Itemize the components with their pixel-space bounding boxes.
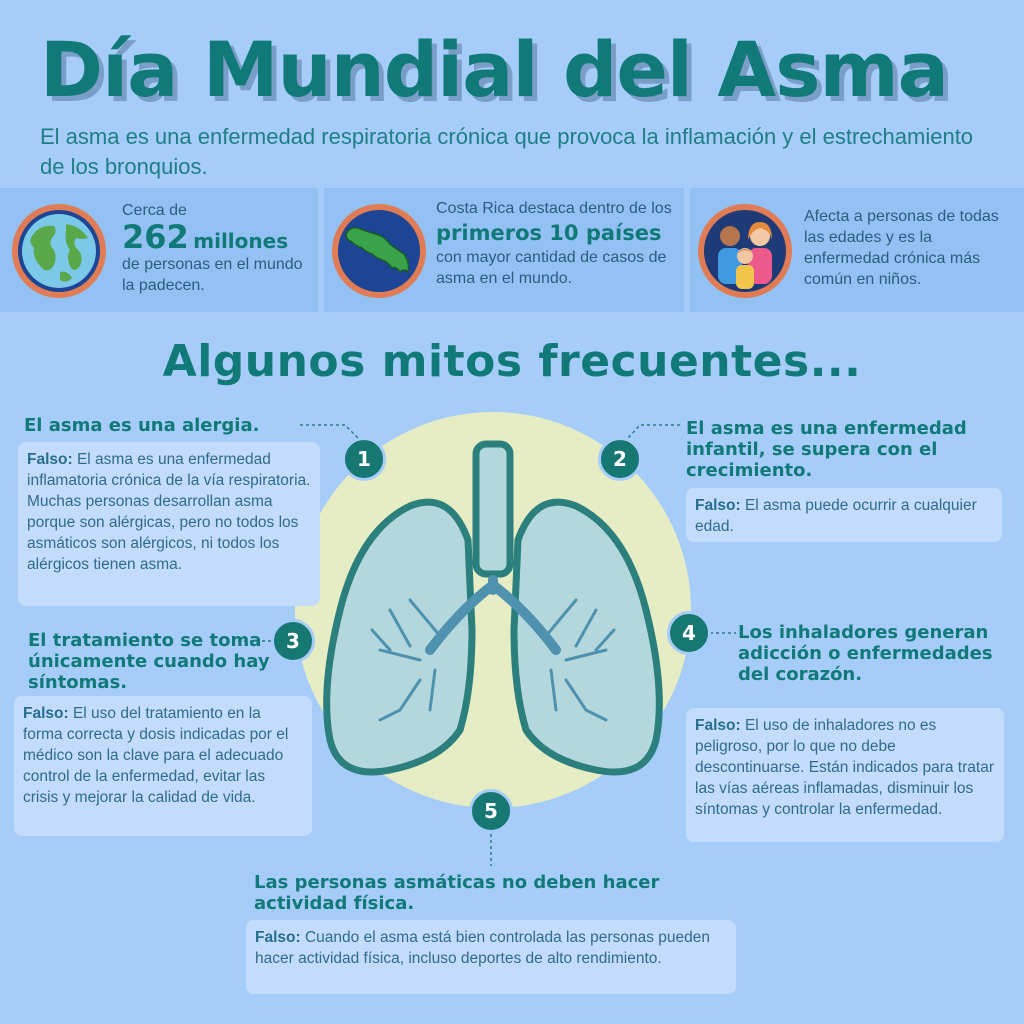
- costa-rica-map-icon: [332, 204, 426, 298]
- myth-1-answer: El asma es una enfermedad inflamatoria crónica de la vía respiratoria. Muchas personas desarrollan asma porque son alérgicas, pero no todos los asmáticos son alérgicos, ni todos los alérgicos tienen asma.: [27, 451, 311, 573]
- stat-card-world: [0, 188, 318, 312]
- stat-post-text: de personas en el mundo la padecen.: [122, 256, 303, 294]
- myth-3-title: El tratamiento se toma únicamente cuando hay síntomas.: [28, 630, 270, 693]
- myth-2-answer: El asma puede ocurrir a cualquier edad.: [695, 497, 977, 535]
- stat-pre-text: Cerca de: [122, 202, 187, 219]
- stats-band: [0, 188, 1024, 312]
- myth-1-answer-box: [18, 442, 320, 606]
- myths-title: Algunos mitos frecuentes...: [162, 336, 862, 387]
- stat-highlight-unit: millones: [193, 229, 289, 253]
- intro-text: El asma es una enfermedad respiratoria crónica que provoca la inflamación y el estrechamiento de los bronquios.: [40, 124, 974, 179]
- page-title: Día Mundial del Asma: [40, 25, 948, 114]
- myth-3-answer: El uso del tratamiento en la forma correcta y dosis indicadas por el médico son la clave para el adecuado control de la enfermedad, evitar las crisis y mejorar la calidad de vida.: [23, 705, 289, 806]
- false-label: Falso:: [695, 497, 741, 514]
- myth-4-number: 4: [667, 611, 711, 655]
- myth-1-title: El asma es una alergia.: [24, 415, 260, 436]
- myth-5-answer: Cuando el asma está bien controlada las personas pueden hacer actividad física, incluso deportes de alto rendimiento.: [255, 929, 710, 967]
- myth-4-answer-box: [686, 708, 1004, 842]
- myth-2-answer-box: [686, 488, 1002, 542]
- earth-icon: [12, 204, 106, 298]
- stat-highlight-number: 262: [122, 218, 189, 256]
- myth-5-number: 5: [469, 789, 513, 833]
- myth-4-answer: El uso de inhaladores no es peligroso, por lo que no debe descontinuarse. Están indicados para tratar las vías aéreas inflamadas, disminuir los síntomas y controlar la enfermedad.: [695, 717, 994, 818]
- false-label: Falso:: [255, 929, 301, 946]
- myth-2-title: El asma es una enfermedad infantil, se supera con el crecimiento.: [686, 418, 967, 481]
- false-label: Falso:: [27, 451, 73, 468]
- myth-3-number: 3: [271, 619, 315, 663]
- myth-5-answer-box: [246, 920, 736, 994]
- myth-5-title: Las personas asmáticas no deben hacer actividad física.: [254, 872, 660, 914]
- false-label: Falso:: [23, 705, 69, 722]
- myth-4-title: Los inhaladores generan adicción o enfermedades del corazón.: [738, 622, 993, 685]
- stat-text: Afecta a personas de todas las edades y es la enfermedad crónica más común en niños.: [804, 208, 999, 288]
- myth-3-answer-box: [14, 696, 312, 836]
- false-label: Falso:: [695, 717, 741, 734]
- stat-highlight: primeros 10 países: [436, 221, 662, 245]
- stat-card-costa-rica: [324, 188, 684, 312]
- myth-2-number: 2: [598, 437, 642, 481]
- stat-post-text: con mayor cantidad de casos de asma en el mundo.: [436, 249, 667, 287]
- family-icon: [698, 204, 792, 298]
- stat-card-ages: [690, 188, 1024, 312]
- myth-1-number: 1: [342, 437, 386, 481]
- stat-pre-text: Costa Rica destaca dentro de los: [436, 200, 672, 217]
